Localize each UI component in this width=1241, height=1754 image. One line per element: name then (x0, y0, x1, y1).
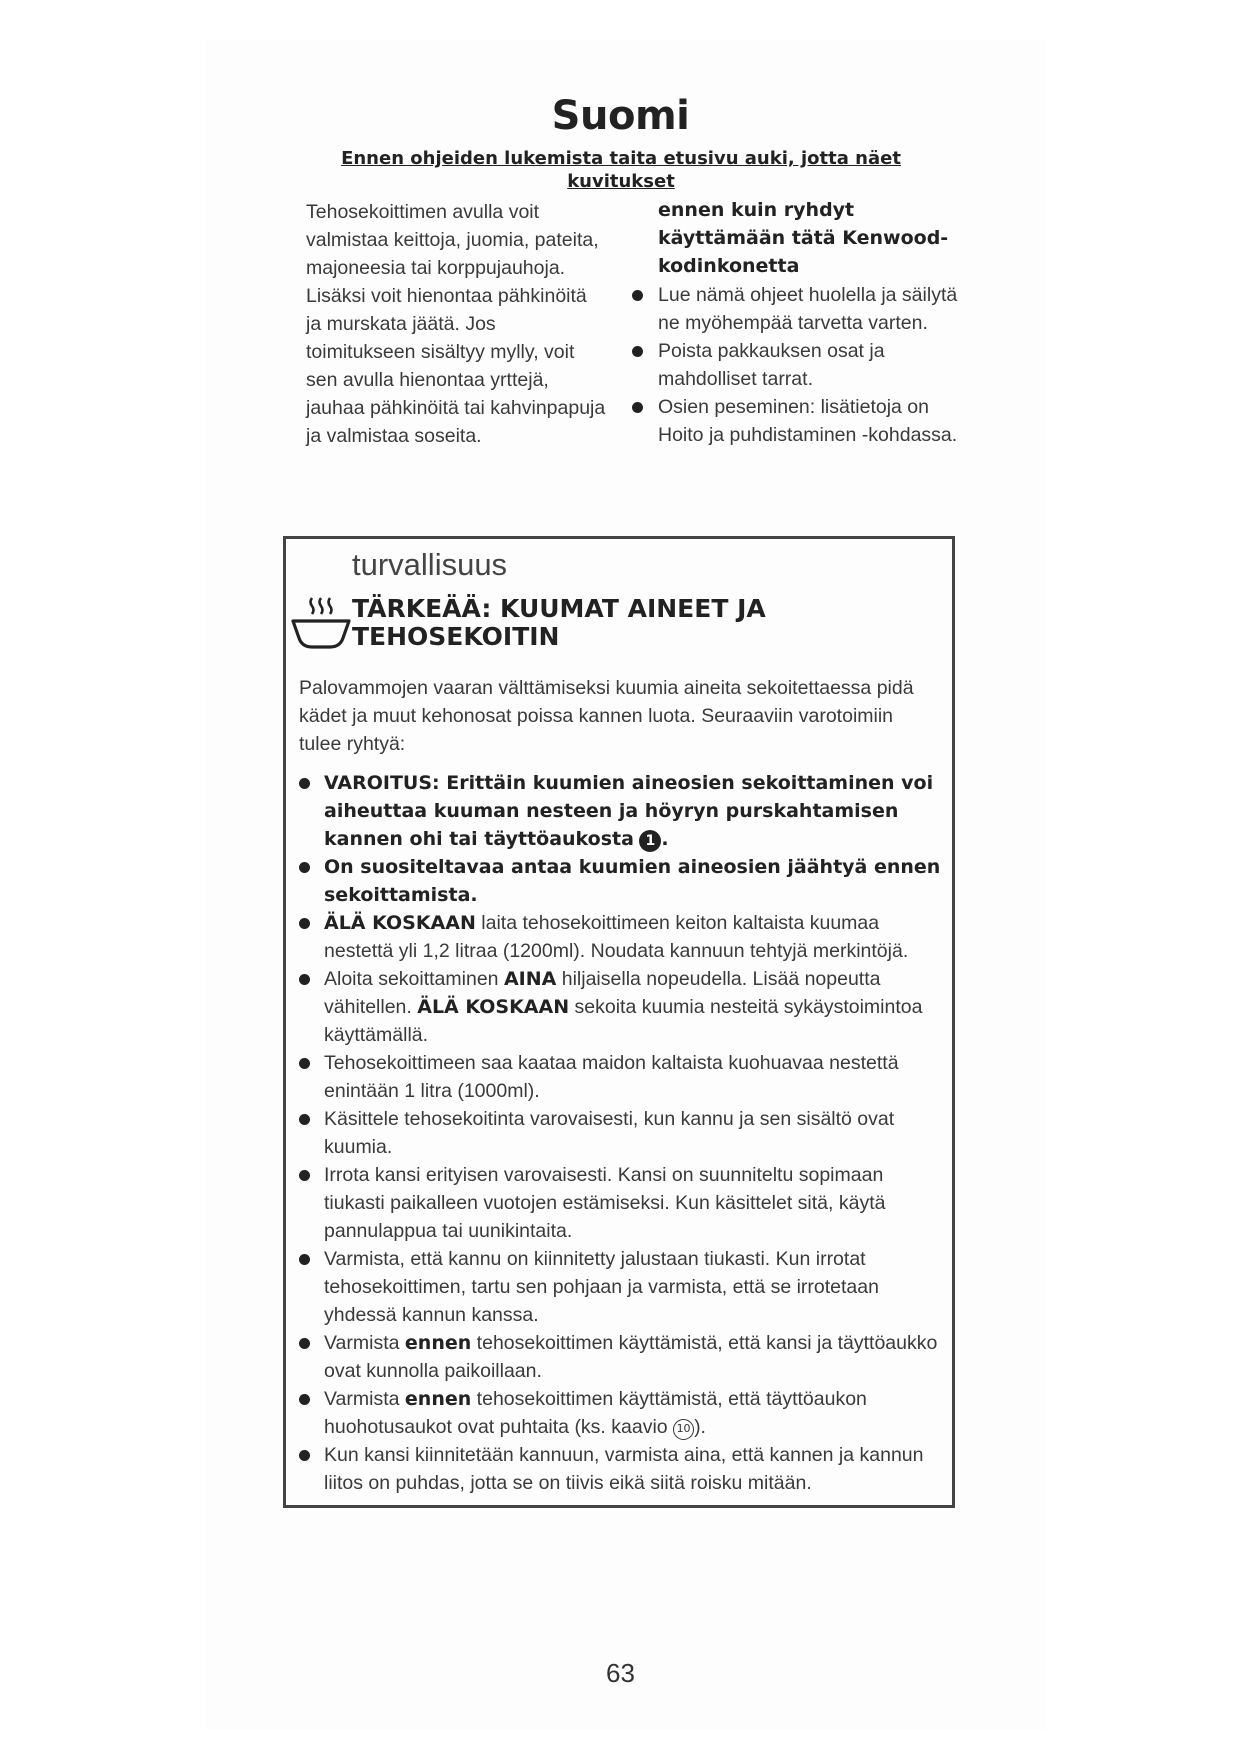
list-item-text: Aloita sekoittaminen (324, 968, 504, 990)
bullet-icon (299, 1254, 310, 1265)
warning-text: VAROITUS: Erittäin kuumien aineosien sekoittaminen voi aiheuttaa kuuman nesteen ja höyryn purskahtamisen kannen ohi tai täyttöaukosta (324, 772, 934, 850)
warning-text: On suositeltavaa antaa kuumien aineosien jäähtyä ennen sekoittamista. (324, 856, 941, 906)
emphasis-text: ennen (404, 1332, 472, 1354)
emphasis-text: ÄLÄ KOSKAAN (417, 996, 570, 1018)
list-item-text: Kun kansi kiinnitetään kannuun, varmista aina, että kannen ja kannun liitos on puhdas, jotta se on tiivis eikä siitä roisku mitään. (324, 1444, 924, 1494)
emphasis-text: AINA (503, 968, 557, 990)
list-item (299, 1161, 949, 1245)
list-item-text: sekoita kuumia nesteitä sykäystoimintoa käyttämällä. (324, 996, 923, 1046)
before-use-list (632, 281, 962, 449)
list-item (299, 769, 949, 853)
list-item-text: Lue nämä ohjeet huolella ja säilytä ne myöhempää tarvetta varten. (658, 284, 958, 334)
list-item-text: laita tehosekoittimeen keiton kaltaista kuumaa nestettä yli 1,2 litraa (1200ml). Noudata kannuun tehtyjä merkintöjä. (324, 912, 909, 962)
list-item-text: Varmista, että kannu on kiinnitetty jalustaan tiukasti. Kun irrotat tehosekoittimen, tartu sen pohjaan ja varmista, että se irrotetaan yhdessä kannun kanssa. (324, 1248, 879, 1326)
list-item (299, 1245, 949, 1329)
figure-ref-badge: 1 (639, 830, 661, 852)
list-item-text: Varmista (324, 1388, 405, 1410)
bullet-icon (299, 1450, 310, 1461)
warning-heading: TÄRKEÄÄ: KUUMAT AINEET JA TEHOSEKOITIN (352, 594, 766, 651)
list-item-text: Poista pakkauksen osat ja mahdolliset tarrat. (658, 340, 885, 390)
bullet-icon (299, 862, 310, 873)
before-use-column (632, 196, 962, 449)
list-item (299, 965, 949, 1049)
bullet-icon (299, 1170, 310, 1181)
list-item (632, 393, 962, 449)
bullet-icon (299, 1394, 310, 1405)
list-item (299, 909, 949, 965)
list-item (632, 337, 962, 393)
list-item (299, 1441, 949, 1497)
list-item-text: tehosekoittimen käyttämistä, että täyttöaukon huohotusaukot ovat puhtaita (ks. kaavio (324, 1388, 867, 1438)
list-item (299, 1329, 949, 1385)
bullet-icon (299, 974, 310, 985)
fold-out-notice: Ennen ohjeiden lukemista taita etusivu auki, jotta näet kuvitukset (341, 148, 901, 192)
bullet-icon (632, 402, 643, 413)
safety-intro: Palovammojen vaaran välttämiseksi kuumia aineita sekoitettaessa pidä kädet ja muut kehonosat poissa kannen luota. Seuraaviin varotoimiin tulee ryhtyä: (299, 677, 914, 755)
bullet-icon (299, 1058, 310, 1069)
page-number: 63 (606, 1658, 635, 1688)
emphasis-text: ennen (404, 1388, 472, 1410)
bullet-icon (299, 1114, 310, 1125)
safety-box (283, 536, 955, 1508)
bullet-icon (299, 918, 310, 929)
emphasis-text: ÄLÄ KOSKAAN (324, 912, 476, 934)
bullet-icon (632, 346, 643, 357)
list-item-text: hiljaisella nopeudella. Lisää nopeutta vähitellen. (324, 968, 881, 1018)
list-item (299, 1049, 949, 1105)
intro-paragraph: Tehosekoittimen avulla voit valmistaa keittoja, juomia, pateita, majoneesia tai korppujauhoja. Lisäksi voit hienontaa pähkinöitä ja murskata jäätä. Jos toimitukseen sisältyy mylly, voit sen avulla hienontaa yrttejä, jauhaa pähkinöitä tai kahvinpapuja ja valmistaa soseita. (306, 201, 606, 447)
before-use-heading: ennen kuin ryhdyt käyttämään tätä Kenwood-kodinkonetta (658, 199, 949, 277)
hot-bowl-steam-icon (290, 594, 352, 654)
list-item (299, 1385, 949, 1441)
intro-column (306, 198, 606, 450)
bullet-icon (632, 290, 643, 301)
list-item-text: Varmista (324, 1332, 405, 1354)
list-item (299, 853, 949, 909)
figure-ref-badge: 10 (673, 1419, 694, 1440)
list-item-text: Irrota kansi erityisen varovaisesti. Kansi on suunniteltu sopimaan tiukasti paikalleen vuotojen estämiseksi. Kun käsittelet sitä, käytä pannulappua tai uunikintaita. (324, 1164, 886, 1242)
punctuation: ). (694, 1416, 706, 1438)
punctuation: . (661, 828, 669, 850)
bullet-icon (299, 778, 310, 789)
list-item-text: Osien peseminen: lisätietoja on Hoito ja puhdistaminen -kohdassa. (658, 396, 958, 446)
list-item-text: tehosekoittimen käyttämistä, että kansi ja täyttöaukko ovat kunnolla paikoillaan. (324, 1332, 938, 1382)
list-item (299, 1105, 949, 1161)
page-title: Suomi (551, 92, 690, 139)
section-label: turvallisuus (352, 547, 508, 582)
bullet-icon (299, 1338, 310, 1349)
list-item-text: Tehosekoittimeen saa kaataa maidon kaltaista kuohuavaa nestettä enintään 1 litra (1000ml). (324, 1052, 899, 1102)
list-item (632, 281, 962, 337)
list-item-text: Käsittele tehosekoitinta varovaisesti, kun kannu ja sen sisältö ovat kuumia. (324, 1108, 895, 1158)
safety-list (299, 769, 949, 1497)
